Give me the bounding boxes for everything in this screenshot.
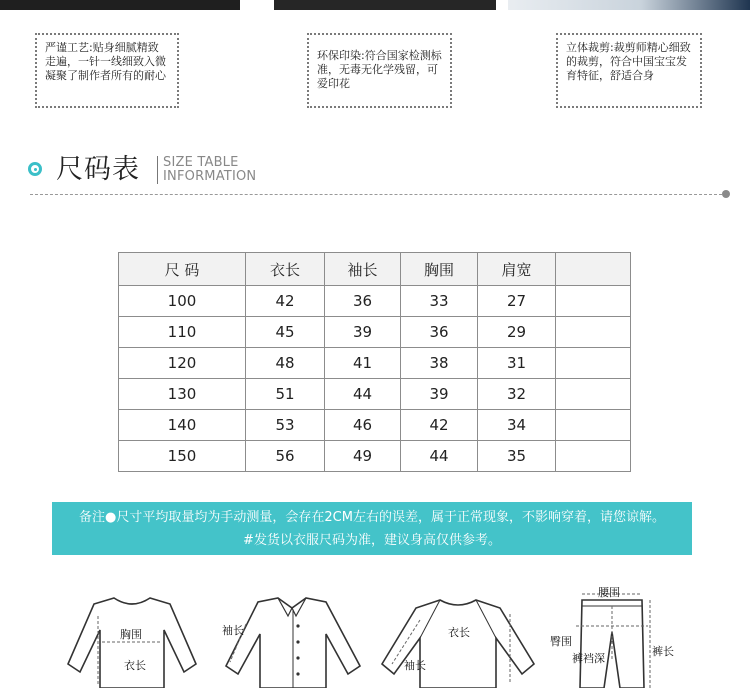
table-cell: 33 [401,286,478,317]
table-cell: 44 [325,379,401,410]
section-title: 尺码表 [56,154,140,185]
table-cell: 140 [119,410,246,441]
feature-printing: 环保印染:符合国家检测标准，无毒无化学残留，可爱印花 [307,33,452,108]
product-photo-1 [0,0,240,10]
table-cell: 48 [246,348,325,379]
feature-cutting: 立体裁剪:裁剪师精心细致的裁剪，符合中国宝宝发育特征，舒适合身 [556,33,702,108]
table-cell: 42 [246,286,325,317]
label-length: 衣长 [448,626,470,639]
header-shoulder: 肩宽 [478,253,556,286]
header-chest: 胸围 [401,253,478,286]
header-length: 衣长 [246,253,325,286]
table-cell: 27 [478,286,556,317]
label-length: 衣长 [124,659,146,672]
table-row [119,441,631,472]
header-blank [556,253,631,286]
note-line-2: #发货以衣服尺码为准，建议身高仅供参考。 [243,533,501,548]
product-photo-2 [274,0,496,10]
table-cell: 53 [246,410,325,441]
raglan-diagram [380,580,536,688]
title-divider [157,156,158,184]
table-cell: 100 [119,286,246,317]
table-cell: 120 [119,348,246,379]
table-cell [556,379,631,410]
dashed-divider [30,194,722,195]
table-cell [556,286,631,317]
table-cell [556,348,631,379]
target-icon [28,162,42,176]
divider-dot [722,190,730,198]
table-cell: 51 [246,379,325,410]
table-cell: 34 [478,410,556,441]
label-hip: 臀围 [550,635,572,648]
table-cell: 29 [478,317,556,348]
table-cell [556,410,631,441]
label-waist: 腰围 [598,586,620,599]
subtitle-line-1: SIZE TABLE [163,155,239,170]
table-cell: 39 [401,379,478,410]
size-table [118,252,631,472]
note-line-1: 备注●尺寸平均取量均为手动测量，会存在2CM左右的误差，属于正常现象，不影响穿着，请您谅解。 [79,510,665,525]
header-size: 尺 码 [119,253,246,286]
table-cell: 49 [325,441,401,472]
pants-diagram [548,580,688,688]
product-photo-3 [508,0,750,10]
table-header-row [119,253,631,286]
shirt-diagram [222,580,362,688]
table-row [119,317,631,348]
feature-craft: 严谨工艺:贴身细腻精致走遍，一针一线细致入微凝聚了制作者所有的耐心 [35,33,179,108]
table-cell: 46 [325,410,401,441]
table-cell: 110 [119,317,246,348]
table-cell: 38 [401,348,478,379]
table-row [119,348,631,379]
table-cell: 42 [401,410,478,441]
table-cell [556,317,631,348]
table-cell: 44 [401,441,478,472]
table-cell: 39 [325,317,401,348]
table-cell: 150 [119,441,246,472]
table-cell: 36 [401,317,478,348]
label-chest: 胸围 [120,628,142,641]
table-cell: 41 [325,348,401,379]
table-cell: 35 [478,441,556,472]
label-sleeve: 袖长 [222,624,244,637]
table-row [119,379,631,410]
section-subtitle [163,156,256,184]
label-pants-length: 裤长 [652,645,674,658]
table-cell: 36 [325,286,401,317]
table-cell: 130 [119,379,246,410]
header-sleeve: 袖长 [325,253,401,286]
label-sleeve: 袖长 [404,659,426,672]
table-cell: 31 [478,348,556,379]
note-banner [52,502,692,555]
table-row [119,410,631,441]
subtitle-line-2: INFORMATION [163,169,257,184]
table-cell: 45 [246,317,325,348]
tee-diagram [66,580,198,688]
table-row [119,286,631,317]
table-cell: 56 [246,441,325,472]
label-rise: 裤裆深 [572,652,605,665]
table-cell [556,441,631,472]
table-cell: 32 [478,379,556,410]
